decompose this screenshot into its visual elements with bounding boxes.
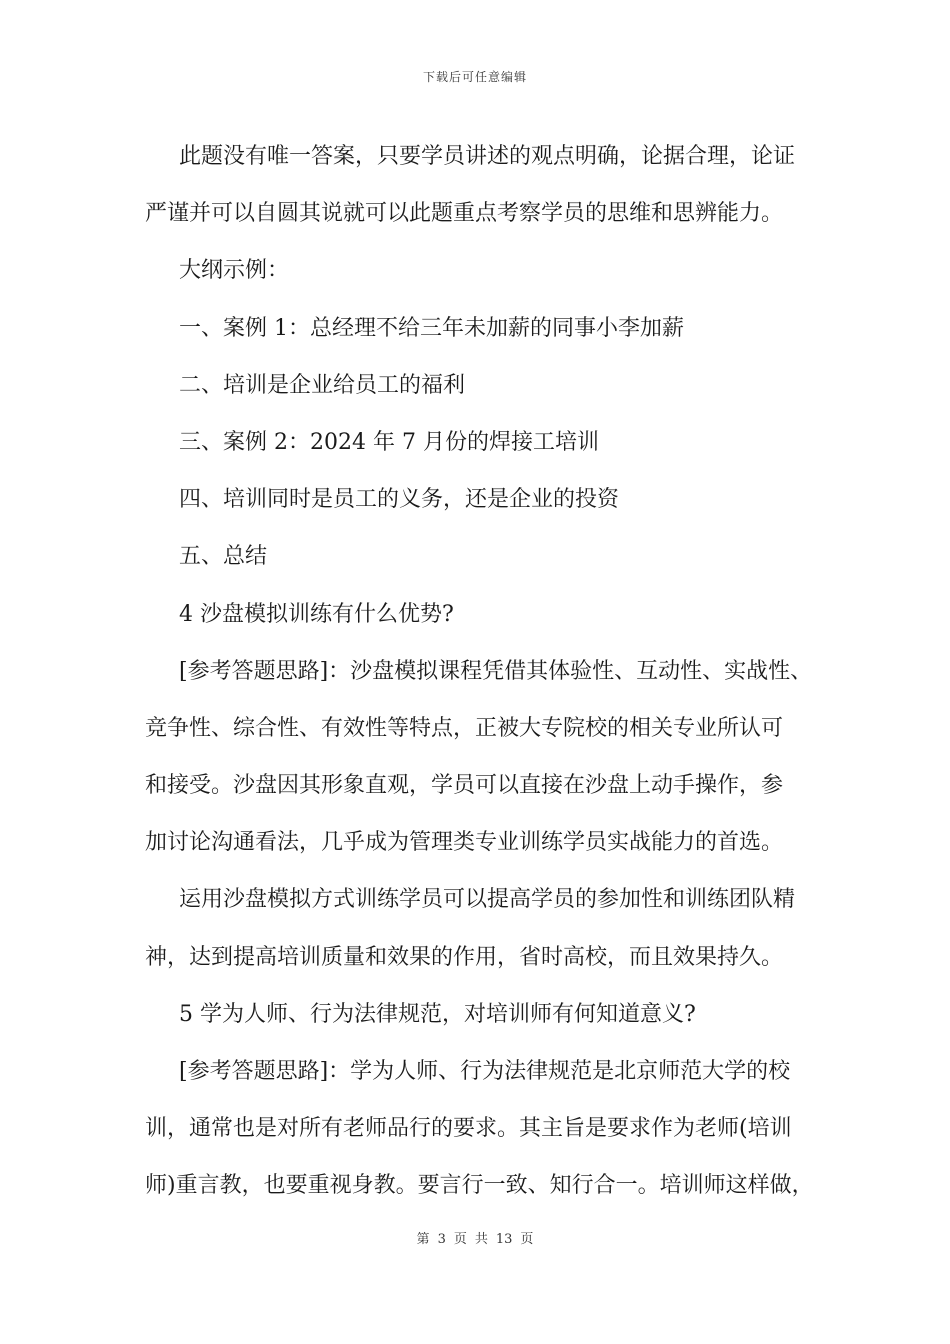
footer-total-pages: 13 [495, 1232, 513, 1247]
footer-suffix: 页 [520, 1232, 534, 1247]
footer-page-unit: 页 [453, 1232, 467, 1247]
footer-prefix: 第 [416, 1232, 430, 1247]
question-heading: 4 沙盘模拟训练有什么优势? [179, 601, 454, 627]
paragraph-line: 和接受。沙盘因其形象直观，学员可以直接在沙盘上动手操作，参 [145, 773, 784, 799]
footer-current-page: 3 [437, 1232, 446, 1247]
question-heading: 5 学为人师、行为法律规范，对培训师有何知道意义? [179, 1001, 696, 1027]
paragraph-line: 运用沙盘模拟方式训练学员可以提高学员的参加性和训练团队精 [179, 887, 796, 913]
paragraph-line: [参考答题思路]：学为人师、行为法律规范是北京师范大学的校 [179, 1059, 791, 1084]
paragraph-line: 严谨并可以自圆其说就可以此题重点考察学员的思维和思辨能力。 [145, 201, 784, 227]
paragraph-line: 师)重言教，也要重视身教。要言行一致、知行合一。培训师这样做， [145, 1173, 814, 1199]
outline-item: 四、培训同时是员工的义务，还是企业的投资 [179, 487, 620, 513]
paragraph-line: 竞争性、综合性、有效性等特点，正被大专院校的相关专业所认可 [145, 715, 784, 741]
paragraph-line: 加讨论沟通看法，几乎成为管理类专业训练学员实战能力的首选。 [145, 830, 784, 856]
page-footer [0, 1228, 950, 1247]
document-body [145, 128, 825, 1215]
outline-item: 一、案例 1：总经理不给三年未加薪的同事小李加薪 [179, 315, 684, 341]
outline-heading: 大纲示例： [179, 258, 290, 284]
paragraph-line: 神，达到提高培训质量和效果的作用，省时高校，而且效果持久。 [145, 944, 784, 970]
outline-item: 三、案例 2：2024 年 7 月份的焊接工培训 [179, 429, 599, 455]
paragraph-line: [参考答题思路]：沙盘模拟课程凭借其体验性、互动性、实战性、 [179, 658, 813, 684]
page-header: 下载后可任意编辑 [422, 70, 527, 84]
footer-total-word: 共 [474, 1232, 488, 1247]
outline-item: 二、培训是企业给员工的福利 [179, 372, 466, 398]
paragraph-line: 训，通常也是对所有老师品行的要求。其主旨是要求作为老师(培训 [145, 1116, 792, 1142]
paragraph-line: 此题没有唯一答案，只要学员讲述的观点明确，论据合理，论证 [179, 144, 796, 169]
outline-item: 五、总结 [179, 544, 268, 570]
